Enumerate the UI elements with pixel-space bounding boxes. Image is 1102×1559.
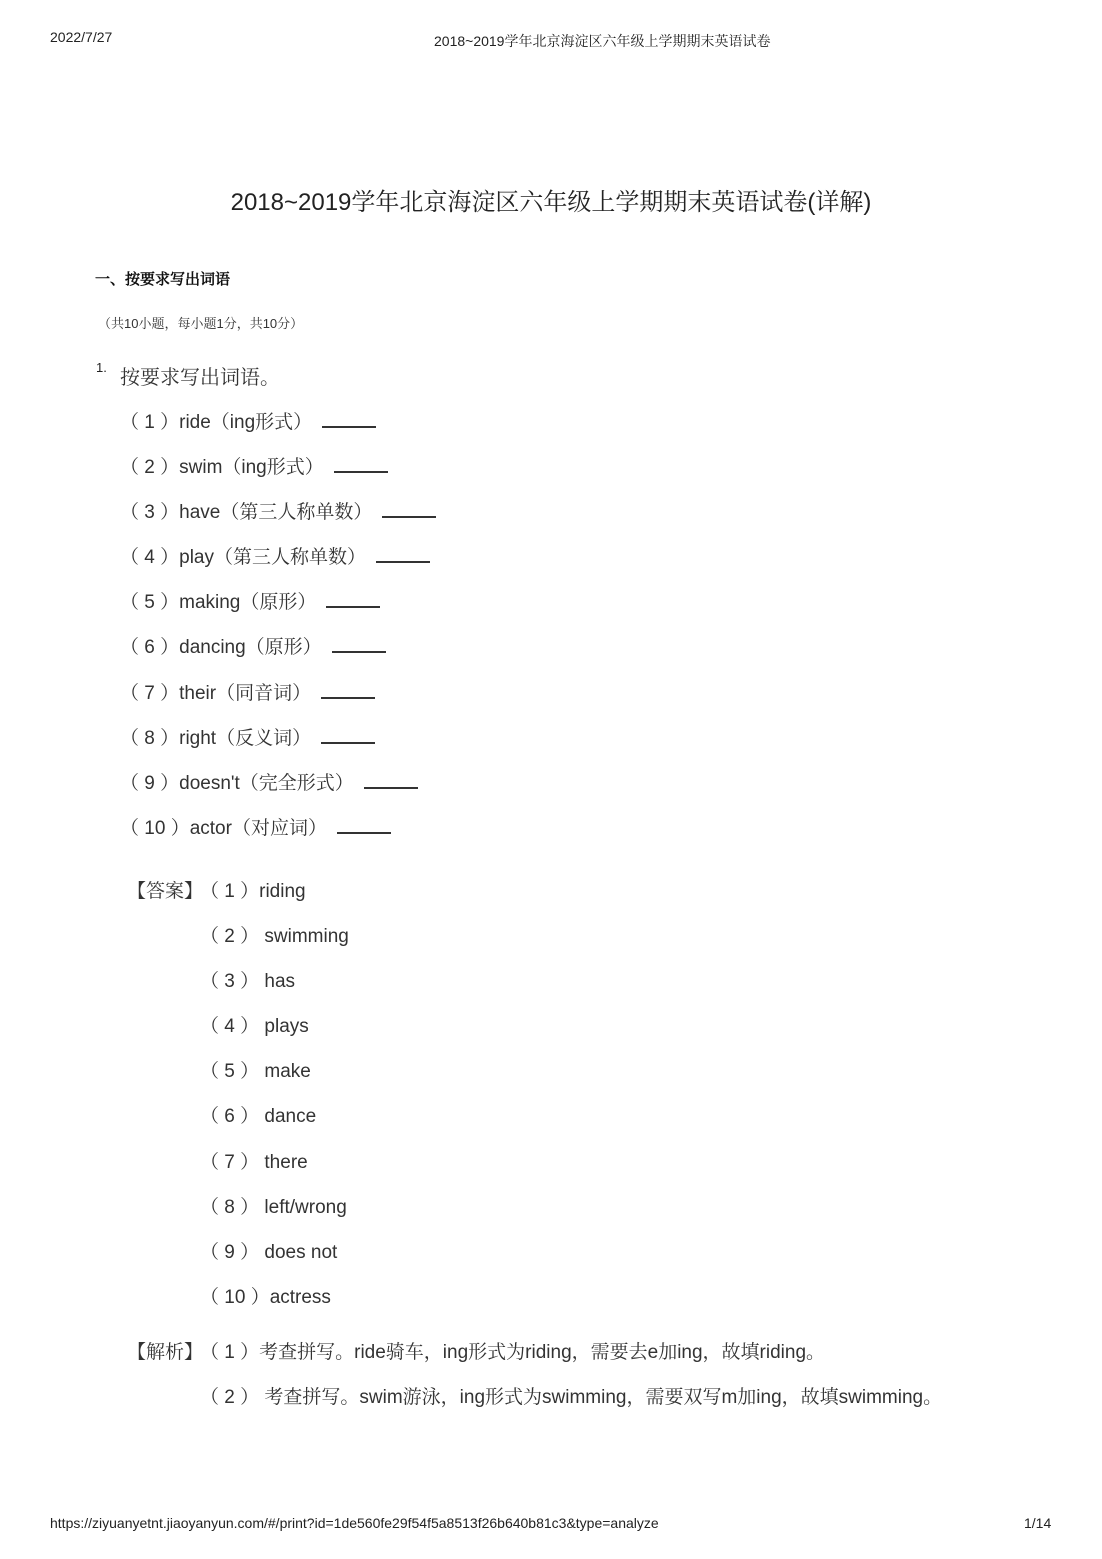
item-number: （ 7 ） [120, 683, 180, 704]
answer-label: 【答案】 [127, 881, 204, 902]
item-text: doesn't（完全形式） [179, 773, 354, 794]
item-text: dancing（原形） [179, 637, 322, 658]
section-heading: 一、按要求写出词语 [95, 271, 231, 288]
answer-item: （ 5 ） make [200, 1061, 311, 1082]
answer-item: （ 3 ） has [200, 971, 296, 992]
answer-blank[interactable] [321, 679, 375, 699]
item-number: （ 9 ） [120, 773, 180, 794]
analysis-item: （ 1 ）考查拼写。ride骑车，ing形式为riding，需要去e加ing，故填riding。 [200, 1342, 826, 1363]
item-number: （ 6 ） [120, 637, 180, 658]
answer-item: （ 6 ） dance [200, 1106, 317, 1127]
item-number: （ 2 ） [120, 457, 180, 478]
answer-item: （ 1 ）riding [200, 881, 306, 902]
item-number: （ 3 ） [120, 502, 180, 523]
answer-blank[interactable] [332, 633, 386, 653]
question-item [120, 678, 375, 705]
question-item [120, 497, 436, 524]
question-item [120, 632, 386, 659]
answer-item: （ 4 ） plays [200, 1016, 309, 1037]
question-number: 1. [96, 360, 107, 375]
item-text: play（第三人称单数） [179, 547, 366, 568]
item-text: making（原形） [179, 592, 317, 613]
question-item [120, 768, 418, 795]
answer-blank[interactable] [376, 543, 430, 563]
answer-blank[interactable] [321, 724, 375, 744]
answer-blank[interactable] [364, 769, 418, 789]
item-text: ride（ing形式） [179, 412, 313, 433]
answer-blank[interactable] [326, 588, 380, 608]
page-number: 1/14 [1024, 1515, 1052, 1531]
item-number: （ 8 ） [120, 728, 180, 749]
answer-blank[interactable] [334, 453, 388, 473]
item-text: their（同音词） [179, 683, 312, 704]
question-item [120, 723, 375, 750]
section-note: （共10小题，每小题1分，共10分） [98, 316, 304, 331]
question-item [120, 587, 380, 614]
item-number: （ 10 ） [120, 818, 190, 839]
item-text: have（第三人称单数） [179, 502, 373, 523]
page-title: 2018~2019学年北京海淀区六年级上学期期末英语试卷(详解) [230, 189, 872, 216]
answer-blank[interactable] [322, 408, 376, 428]
footer-url[interactable]: https://ziyuanyetnt.jiaoyanyun.com/#/print?id=1de560fe29f54f5a8513f26b640b81c3&type=analyze [50, 1515, 659, 1531]
analysis-item: （ 2 ） 考查拼写。swim游泳，ing形式为swimming，需要双写m加ing，故填swimming。 [200, 1387, 943, 1408]
answer-blank[interactable] [337, 814, 391, 834]
answer-item: （ 10 ）actress [200, 1287, 331, 1308]
question-item [120, 542, 430, 569]
item-text: right（反义词） [179, 728, 312, 749]
item-number: （ 1 ） [120, 412, 180, 433]
answer-item: （ 8 ） left/wrong [200, 1197, 347, 1218]
question-item [120, 407, 376, 434]
item-text: swim（ing形式） [179, 457, 324, 478]
answer-item: （ 7 ） there [200, 1152, 308, 1173]
answer-item: （ 2 ） swimming [200, 926, 349, 947]
item-number: （ 4 ） [120, 547, 180, 568]
question-item [120, 452, 388, 479]
question-text: 按要求写出词语。 [120, 367, 280, 389]
print-date: 2022/7/27 [50, 29, 113, 45]
analysis-label: 【解析】 [127, 1342, 204, 1363]
item-number: （ 5 ） [120, 592, 180, 613]
question-item [120, 813, 391, 840]
item-text: actor（对应词） [189, 818, 327, 839]
answer-item: （ 9 ） does not [200, 1242, 338, 1263]
answer-blank[interactable] [382, 498, 436, 518]
header-doc-title: 2018~2019学年北京海淀区六年级上学期期末英语试卷 [434, 33, 771, 49]
